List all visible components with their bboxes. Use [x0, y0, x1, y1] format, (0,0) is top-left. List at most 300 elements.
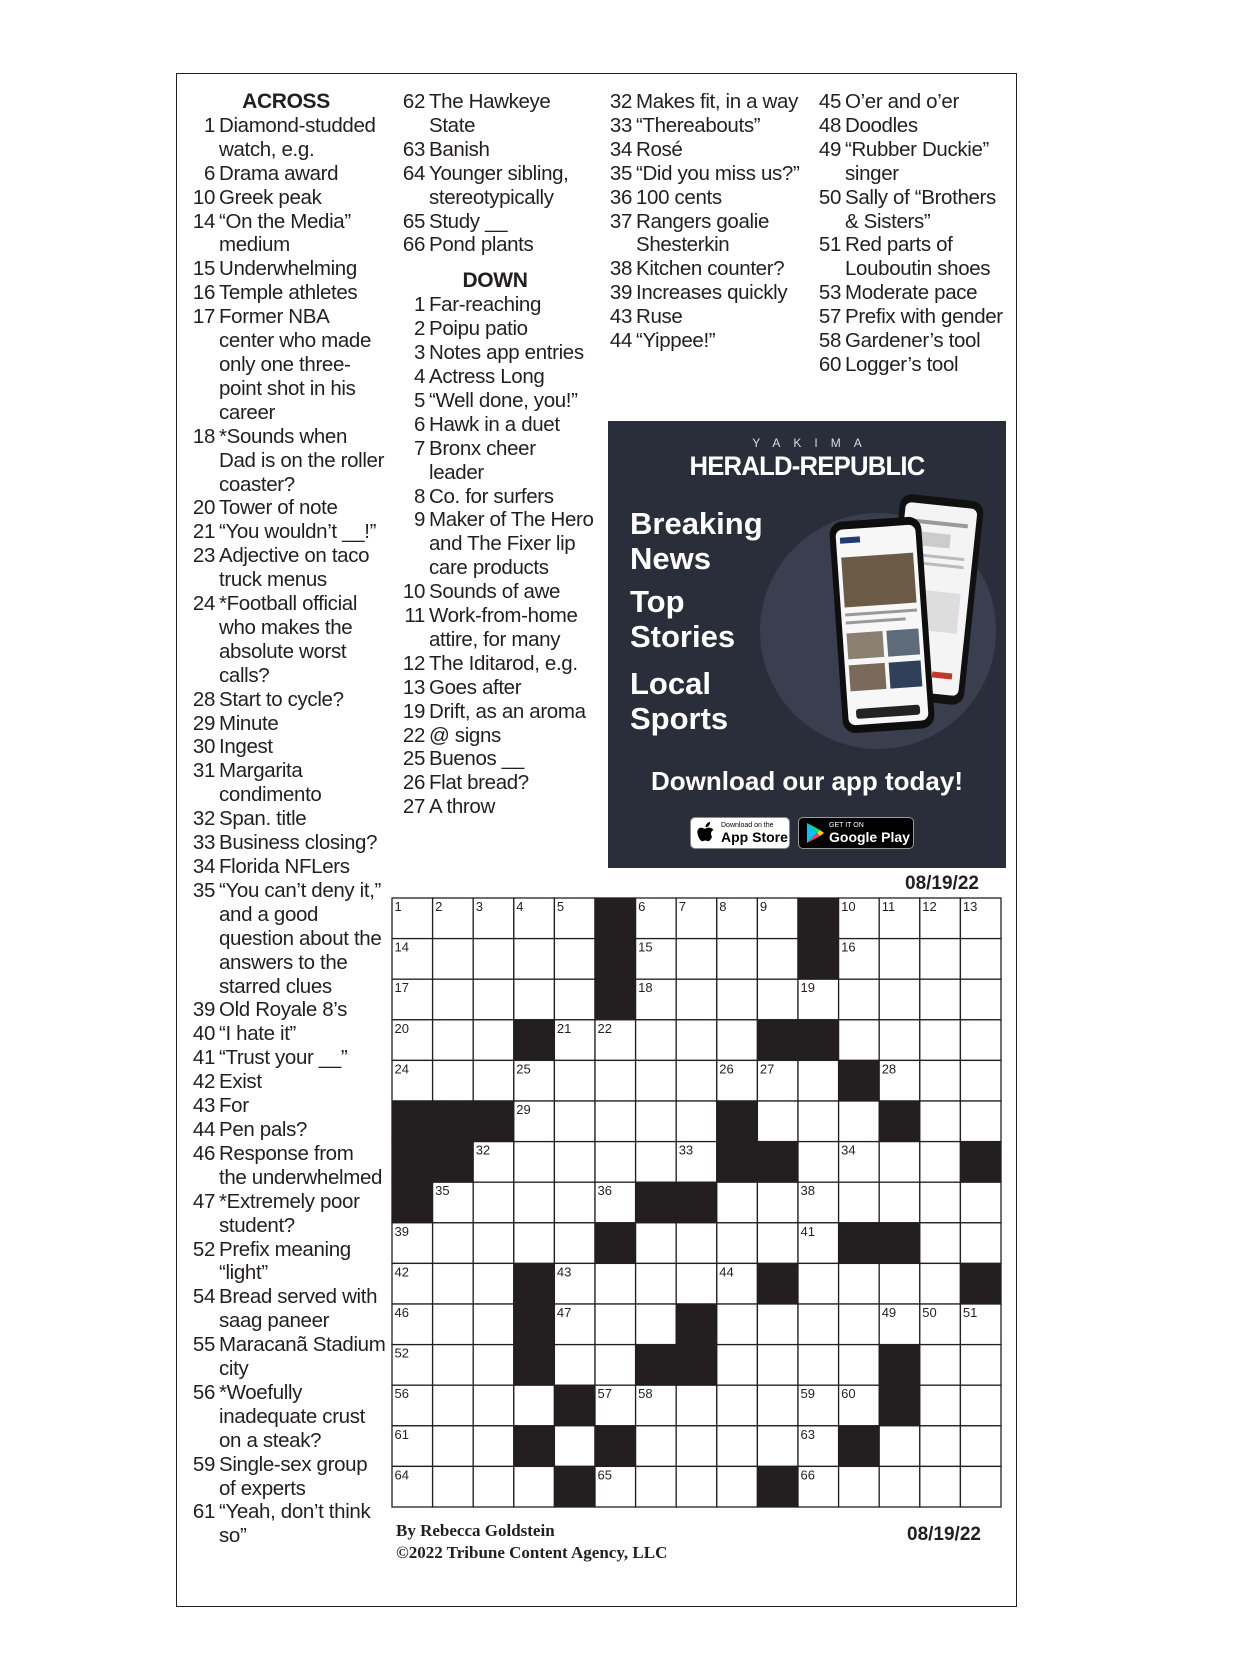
- clue-number: 11: [404, 604, 425, 628]
- grid-cell[interactable]: [920, 1263, 961, 1304]
- clue-text: Rosé: [636, 137, 683, 161]
- clue-item: [186, 1190, 386, 1238]
- grid-cell[interactable]: [960, 1466, 1001, 1507]
- grid-cell[interactable]: [433, 1345, 474, 1386]
- grid-cell[interactable]: [676, 1060, 717, 1101]
- clue-item: [396, 508, 594, 580]
- clue-text: *Extremely poor student?: [219, 1189, 360, 1237]
- grid-cell[interactable]: [960, 939, 1001, 980]
- grid-cell[interactable]: [433, 1263, 474, 1304]
- clue-item: [186, 210, 386, 258]
- clue-text: @ signs: [429, 723, 501, 747]
- grid-cell[interactable]: [920, 1101, 961, 1142]
- grid-cell[interactable]: [960, 979, 1001, 1020]
- cell-number: 33: [678, 1142, 694, 1158]
- clue-item: [186, 257, 386, 281]
- black-square: [514, 1304, 555, 1345]
- grid-cell[interactable]: [920, 1385, 961, 1426]
- grid-cell[interactable]: [879, 1182, 920, 1223]
- grid-cell[interactable]: [717, 1385, 758, 1426]
- clue-item: [603, 305, 801, 329]
- grid-cell[interactable]: [960, 1345, 1001, 1386]
- clue-number: 22: [402, 723, 425, 747]
- clue-number: 24: [192, 592, 215, 616]
- grid-cell[interactable]: [433, 1020, 474, 1061]
- grid-cell[interactable]: [757, 1304, 798, 1345]
- clue-item: [396, 317, 594, 341]
- clue-text: Start to cycle?: [219, 687, 344, 711]
- cell-number: 51: [962, 1305, 978, 1320]
- grid-cell[interactable]: [554, 1101, 595, 1142]
- clue-text: Banish: [429, 137, 490, 161]
- cell-number: 32: [475, 1142, 491, 1158]
- grid-cell[interactable]: [554, 1426, 595, 1467]
- cell-number: 46: [394, 1305, 409, 1320]
- clue-text: Maker of The Hero and The Fixer lip care products: [429, 508, 594, 580]
- grid-cell[interactable]: [636, 1223, 677, 1264]
- cell-number: 65: [597, 1467, 612, 1483]
- clue-item: [186, 1285, 386, 1333]
- grid-cell[interactable]: [839, 1020, 880, 1061]
- black-square: [514, 1345, 555, 1386]
- grid-cell[interactable]: [757, 1223, 798, 1264]
- grid-cell[interactable]: [717, 1426, 758, 1467]
- grid-cell[interactable]: [554, 1060, 595, 1101]
- crossword-grid[interactable]: [391, 897, 1002, 1513]
- grid-cell[interactable]: [473, 1182, 514, 1223]
- clue-number: 41: [192, 1046, 215, 1070]
- clue-number: 13: [402, 675, 425, 699]
- ad-call-to-action: Download our app today!: [651, 766, 963, 796]
- grid-cell[interactable]: [798, 1263, 839, 1304]
- grid-cell[interactable]: [514, 1142, 555, 1183]
- grid-cell[interactable]: [839, 1182, 880, 1223]
- black-square: [839, 1223, 880, 1264]
- grid-cell[interactable]: [717, 1304, 758, 1345]
- grid-cell[interactable]: [595, 1263, 636, 1304]
- grid-cell[interactable]: [960, 1101, 1001, 1142]
- grid-cell[interactable]: [636, 1101, 677, 1142]
- clue-number: 33: [609, 113, 632, 137]
- app-store-label: App Store: [721, 828, 788, 845]
- clue-text: Greek peak: [219, 185, 322, 209]
- clue-text: Poipu patio: [429, 317, 528, 341]
- clue-item: [396, 233, 594, 257]
- grid-cell[interactable]: [473, 1020, 514, 1061]
- clue-item: [396, 293, 594, 317]
- grid-cell[interactable]: [920, 1020, 961, 1061]
- grid-cell[interactable]: [473, 1263, 514, 1304]
- clue-item: [186, 1333, 386, 1381]
- clue-text: Adjective on taco truck menus: [219, 544, 370, 592]
- grid-cell[interactable]: [514, 979, 555, 1020]
- clue-number: 26: [402, 771, 425, 795]
- grid-cell[interactable]: [676, 1020, 717, 1061]
- grid-cell[interactable]: [433, 1426, 474, 1467]
- cell-number: 17: [394, 980, 409, 996]
- grid-cell[interactable]: [636, 1263, 677, 1304]
- clue-number: 38: [609, 257, 632, 281]
- down-column-2: [603, 90, 801, 353]
- grid-cell[interactable]: [433, 979, 474, 1020]
- grid-cell[interactable]: [920, 1223, 961, 1264]
- cell-number: 59: [800, 1386, 815, 1402]
- clue-item: [812, 281, 1008, 305]
- grid-cell[interactable]: [798, 1304, 839, 1345]
- grid-cell[interactable]: [676, 1385, 717, 1426]
- grid-cell[interactable]: [920, 1182, 961, 1223]
- grid-cell[interactable]: [879, 939, 920, 980]
- grid-cell[interactable]: [554, 979, 595, 1020]
- grid-cell[interactable]: [920, 1142, 961, 1183]
- cell-number: 8: [719, 899, 727, 914]
- app-advertisement[interactable]: [608, 421, 1006, 868]
- grid-cell[interactable]: [514, 1182, 555, 1223]
- grid-cell[interactable]: [676, 939, 717, 980]
- cell-number: 61: [394, 1426, 409, 1442]
- grid-cell[interactable]: [960, 1385, 1001, 1426]
- clue-number: 8: [413, 484, 425, 508]
- clue-text: “Yippee!”: [636, 329, 716, 353]
- clue-number: 12: [402, 651, 425, 675]
- grid-cell[interactable]: [879, 1142, 920, 1183]
- google-play-label: Google Play: [829, 828, 910, 845]
- clue-number: 27: [402, 795, 425, 819]
- black-square: [960, 1263, 1001, 1304]
- grid-cell[interactable]: [676, 1263, 717, 1304]
- grid-cell[interactable]: [839, 1263, 880, 1304]
- clue-text: Doodles: [845, 113, 918, 137]
- grid-cell[interactable]: [595, 1345, 636, 1386]
- black-square: [879, 1101, 920, 1142]
- clue-number: 43: [609, 305, 632, 329]
- clue-number: 44: [192, 1117, 215, 1141]
- grid-cell[interactable]: [717, 1223, 758, 1264]
- clue-number: 50: [818, 185, 841, 209]
- grid-cell[interactable]: [433, 1223, 474, 1264]
- clue-item: [186, 1381, 386, 1453]
- grid-cell[interactable]: [595, 1101, 636, 1142]
- cell-number: 57: [597, 1386, 612, 1402]
- black-square: [676, 1345, 717, 1386]
- clue-item: [186, 712, 386, 736]
- clue-item: [396, 485, 594, 509]
- cell-number: 42: [394, 1264, 409, 1280]
- grid-cell[interactable]: [717, 1182, 758, 1223]
- grid-cell[interactable]: [676, 1426, 717, 1467]
- grid-cell[interactable]: [473, 1426, 514, 1467]
- clue-item: [396, 747, 594, 771]
- clue-text: Underwhelming: [219, 257, 357, 281]
- clue-text: Notes app entries: [429, 341, 584, 365]
- clue-text: “Trust your __”: [219, 1046, 348, 1070]
- clue-number: 62: [402, 90, 425, 113]
- cell-number: 44: [719, 1264, 734, 1280]
- clue-item: [603, 114, 801, 138]
- grid-cell[interactable]: [636, 1020, 677, 1061]
- grid-cell[interactable]: [757, 1385, 798, 1426]
- grid-cell[interactable]: [595, 1060, 636, 1101]
- clue-number: 15: [192, 257, 215, 281]
- clue-number: 31: [192, 759, 215, 783]
- cell-number: 27: [759, 1061, 775, 1077]
- black-square: [514, 1426, 555, 1467]
- clue-item: [186, 1118, 386, 1142]
- grid-cell[interactable]: [839, 1101, 880, 1142]
- grid-cell[interactable]: [960, 1020, 1001, 1061]
- clue-item: [396, 604, 594, 652]
- grid-cell[interactable]: [554, 1223, 595, 1264]
- cell-number: 22: [597, 1020, 612, 1036]
- ad-feature-sports: Sports: [630, 701, 729, 736]
- grid-cell[interactable]: [757, 1345, 798, 1386]
- clue-item: [603, 186, 801, 210]
- grid-cell[interactable]: [595, 1142, 636, 1183]
- clue-text: “Well done, you!”: [429, 388, 578, 412]
- grid-cell[interactable]: [554, 939, 595, 980]
- black-square: [757, 1020, 798, 1061]
- clue-number: 32: [192, 807, 215, 831]
- ad-feature-breaking: Breaking: [630, 506, 763, 541]
- grid-cell[interactable]: [839, 1466, 880, 1507]
- puzzle-date-top: 08/19/22: [905, 873, 979, 894]
- clue-number: 19: [402, 699, 425, 723]
- cell-number: 13: [962, 899, 978, 914]
- grid-cell[interactable]: [636, 1426, 677, 1467]
- grid-cell[interactable]: [514, 1223, 555, 1264]
- clue-text: Business closing?: [219, 831, 378, 855]
- grid-cell[interactable]: [920, 1060, 961, 1101]
- grid-cell[interactable]: [636, 1304, 677, 1345]
- grid-cell[interactable]: [514, 939, 555, 980]
- clue-text: Former NBA center who made only one three-point shot in his career: [219, 305, 372, 424]
- clue-text: Response from the underwhelmed: [219, 1141, 383, 1189]
- clue-number: 25: [402, 747, 425, 771]
- black-square: [757, 1263, 798, 1304]
- grid-cell[interactable]: [757, 1101, 798, 1142]
- clue-item: [186, 1070, 386, 1094]
- clue-item: [396, 162, 594, 210]
- clue-item: [186, 998, 386, 1022]
- clue-text: “Yeah, don’t think so”: [219, 1500, 371, 1548]
- grid-cell[interactable]: [676, 1466, 717, 1507]
- grid-cell[interactable]: [433, 939, 474, 980]
- grid-cell[interactable]: [798, 1101, 839, 1142]
- grid-cell[interactable]: [879, 1466, 920, 1507]
- copyright: ©2022 Tribune Content Agency, LLC: [396, 1543, 668, 1562]
- clue-text: Maracanã Stadium city: [219, 1333, 386, 1381]
- grid-cell[interactable]: [473, 1466, 514, 1507]
- clue-number: 39: [609, 281, 632, 305]
- grid-cell[interactable]: [920, 939, 961, 980]
- grid-cell[interactable]: [798, 1345, 839, 1386]
- clue-text: Far-reaching: [429, 293, 542, 317]
- clue-text: Minute: [219, 711, 279, 735]
- grid-cell[interactable]: [717, 1345, 758, 1386]
- grid-cell[interactable]: [636, 1466, 677, 1507]
- grid-cell[interactable]: [433, 1304, 474, 1345]
- clue-number: 55: [192, 1333, 215, 1357]
- clue-item: [396, 341, 594, 365]
- clue-number: 4: [413, 364, 425, 388]
- clue-number: 63: [402, 137, 425, 161]
- grid-cell[interactable]: [473, 1060, 514, 1101]
- black-square: [798, 1020, 839, 1061]
- black-square: [960, 1142, 1001, 1183]
- clue-text: Temple athletes: [219, 281, 358, 305]
- clue-item: [396, 389, 594, 413]
- clue-item: [186, 305, 386, 425]
- grid-cell[interactable]: [960, 1060, 1001, 1101]
- cell-number: 56: [394, 1386, 409, 1402]
- google-play-small-label: GET IT ON: [829, 821, 864, 829]
- down-header: DOWN: [462, 269, 528, 293]
- black-square: [676, 1304, 717, 1345]
- grid-cell[interactable]: [676, 1101, 717, 1142]
- black-square: [879, 1385, 920, 1426]
- down-column-3: [812, 90, 1008, 377]
- clue-text: Tower of note: [219, 496, 338, 520]
- clue-text: Margarita condimento: [219, 759, 322, 807]
- black-square: [392, 1101, 433, 1142]
- grid-cell[interactable]: [879, 1426, 920, 1467]
- grid-cell[interactable]: [473, 1223, 514, 1264]
- clue-item: [186, 592, 386, 688]
- grid-cell[interactable]: [554, 1142, 595, 1183]
- black-square: [595, 898, 636, 939]
- clue-number: 49: [818, 137, 841, 161]
- clue-number: 44: [609, 329, 632, 353]
- clue-number: 37: [609, 209, 632, 233]
- grid-cell[interactable]: [433, 1385, 474, 1426]
- clue-item: [396, 771, 594, 795]
- ad-brand-city: YAKIMA: [752, 436, 875, 450]
- clue-number: 6: [413, 412, 425, 436]
- clue-text: Work-from-home attire, for many: [429, 604, 578, 651]
- grid-cell[interactable]: [636, 1142, 677, 1183]
- grid-cell[interactable]: [920, 979, 961, 1020]
- grid-cell[interactable]: [757, 939, 798, 980]
- cell-number: 1: [394, 899, 402, 914]
- grid-cell[interactable]: [920, 1345, 961, 1386]
- clue-item: [186, 1500, 386, 1548]
- grid-cell[interactable]: [595, 1304, 636, 1345]
- google-play-badge[interactable]: [798, 817, 914, 849]
- grid-cell[interactable]: [757, 1182, 798, 1223]
- clue-item: [186, 1022, 386, 1046]
- grid-cell[interactable]: [676, 979, 717, 1020]
- ad-brand-name: HERALD-REPUBLIC: [689, 451, 925, 481]
- grid-cell[interactable]: [960, 1182, 1001, 1223]
- clue-text: Ruse: [636, 305, 683, 329]
- spacer: [396, 257, 594, 269]
- grid-cell[interactable]: [717, 1466, 758, 1507]
- grid-cell[interactable]: [798, 1142, 839, 1183]
- clue-text: Gardener’s tool: [845, 329, 981, 353]
- grid-cell[interactable]: [554, 1182, 595, 1223]
- grid-cell[interactable]: [757, 1426, 798, 1467]
- grid-cell[interactable]: [960, 1223, 1001, 1264]
- clue-item: [603, 90, 801, 114]
- cell-number: 10: [841, 899, 856, 914]
- cell-number: 35: [435, 1183, 450, 1199]
- clue-text: A throw: [429, 795, 495, 819]
- grid-cell[interactable]: [514, 1466, 555, 1507]
- clue-text: Single-sex group of experts: [219, 1452, 368, 1500]
- clue-number: 29: [192, 711, 215, 735]
- clue-text: “On the Media” medium: [219, 209, 351, 257]
- clue-number: 10: [192, 185, 215, 209]
- grid-cell[interactable]: [433, 1466, 474, 1507]
- grid-cell[interactable]: [920, 1466, 961, 1507]
- cell-number: 49: [881, 1305, 897, 1320]
- clue-text: Bread served with saag paneer: [219, 1285, 378, 1333]
- app-store-badge[interactable]: [690, 817, 790, 849]
- clue-text: *Sounds when Dad is on the roller coaster?: [219, 424, 385, 496]
- clue-number: 17: [192, 305, 215, 329]
- across-column-1: [186, 90, 386, 1548]
- grid-cell[interactable]: [473, 1304, 514, 1345]
- grid-cell[interactable]: [879, 1020, 920, 1061]
- cell-number: 39: [394, 1223, 409, 1239]
- clue-number: 45: [818, 90, 841, 113]
- clue-text: *Football official who makes the absolute worst calls?: [219, 592, 358, 687]
- grid-cell[interactable]: [717, 1020, 758, 1061]
- grid-cell[interactable]: [473, 1345, 514, 1386]
- clue-text: Makes fit, in a way: [636, 90, 798, 113]
- clue-text: Sounds of awe: [429, 580, 561, 604]
- cell-number: 60: [841, 1386, 856, 1402]
- grid-cell[interactable]: [636, 1060, 677, 1101]
- clue-item: [186, 831, 386, 855]
- grid-cell[interactable]: [798, 1060, 839, 1101]
- grid-svg[interactable]: [391, 897, 1002, 1508]
- cell-number: 29: [516, 1102, 531, 1117]
- black-square: [514, 1020, 555, 1061]
- cell-number: 47: [556, 1305, 572, 1320]
- clue-item: [186, 1238, 386, 1286]
- grid-cell[interactable]: [839, 1345, 880, 1386]
- grid-cell[interactable]: [554, 1345, 595, 1386]
- grid-cell[interactable]: [717, 939, 758, 980]
- grid-cell[interactable]: [839, 979, 880, 1020]
- clue-text: Buenos __: [429, 747, 524, 771]
- clue-text: “Thereabouts”: [636, 113, 761, 137]
- cell-number: 25: [516, 1061, 531, 1077]
- grid-cell[interactable]: [879, 979, 920, 1020]
- clue-number: 51: [818, 233, 841, 257]
- clue-item: [396, 676, 594, 700]
- clue-item: [186, 496, 386, 520]
- black-square: [839, 1060, 880, 1101]
- grid-cell[interactable]: [514, 1385, 555, 1426]
- grid-cell[interactable]: [879, 1263, 920, 1304]
- grid-cell[interactable]: [473, 939, 514, 980]
- cell-number: 16: [841, 939, 856, 955]
- grid-cell[interactable]: [960, 1426, 1001, 1467]
- app-store-small-label: Download on the: [721, 821, 774, 829]
- grid-cell[interactable]: [757, 979, 798, 1020]
- grid-cell[interactable]: [839, 1304, 880, 1345]
- clue-number: 36: [609, 185, 632, 209]
- grid-cell[interactable]: [676, 1223, 717, 1264]
- grid-cell[interactable]: [433, 1060, 474, 1101]
- grid-cell[interactable]: [717, 979, 758, 1020]
- grid-cell[interactable]: [473, 979, 514, 1020]
- grid-cell[interactable]: [473, 1385, 514, 1426]
- black-square: [798, 939, 839, 980]
- grid-cell[interactable]: [920, 1426, 961, 1467]
